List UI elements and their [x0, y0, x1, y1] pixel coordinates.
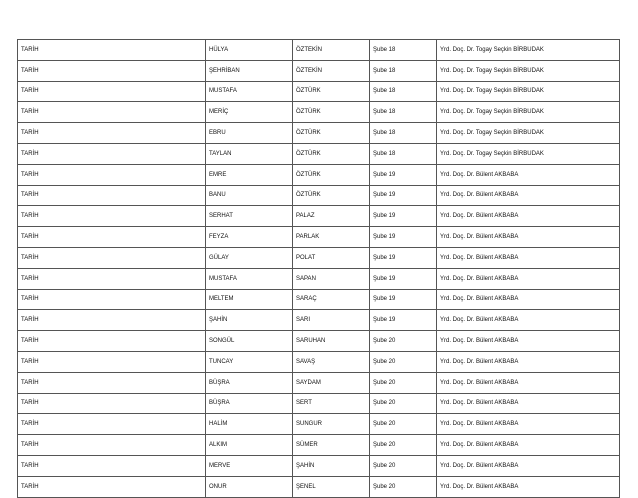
course-cell: TARİH: [18, 455, 206, 476]
last-name-cell: SAPAN: [293, 268, 370, 289]
course-cell: TARİH: [18, 143, 206, 164]
last-name-cell: ÖZTÜRK: [293, 123, 370, 144]
table-row: [18, 476, 620, 497]
instructor-cell: Yrd. Doç. Dr. Bülent AKBABA: [437, 455, 620, 476]
section-cell: Şube 18: [370, 143, 437, 164]
first-name-cell: SONGÜL: [206, 331, 293, 352]
instructor-cell: Yrd. Doç. Dr. Togay Seçkin BİRBUDAK: [437, 40, 620, 61]
course-cell: TARİH: [18, 476, 206, 497]
instructor-cell: Yrd. Doç. Dr. Bülent AKBABA: [437, 247, 620, 268]
course-cell: TARİH: [18, 289, 206, 310]
last-name-cell: ŞENEL: [293, 476, 370, 497]
section-cell: Şube 19: [370, 185, 437, 206]
table-row: [18, 289, 620, 310]
first-name-cell: ŞEHRİBAN: [206, 60, 293, 81]
section-cell: Şube 19: [370, 247, 437, 268]
table-row: [18, 455, 620, 476]
course-cell: TARİH: [18, 164, 206, 185]
last-name-cell: ÖZTÜRK: [293, 185, 370, 206]
first-name-cell: MERİÇ: [206, 102, 293, 123]
first-name-cell: ONUR: [206, 476, 293, 497]
instructor-cell: Yrd. Doç. Dr. Togay Seçkin BİRBUDAK: [437, 81, 620, 102]
first-name-cell: HALİM: [206, 414, 293, 435]
course-cell: TARİH: [18, 351, 206, 372]
section-cell: Şube 19: [370, 164, 437, 185]
first-name-cell: MELTEM: [206, 289, 293, 310]
last-name-cell: SARAÇ: [293, 289, 370, 310]
section-cell: Şube 19: [370, 206, 437, 227]
section-cell: Şube 20: [370, 414, 437, 435]
table-row: [18, 414, 620, 435]
first-name-cell: MUSTAFA: [206, 268, 293, 289]
instructor-cell: Yrd. Doç. Dr. Bülent AKBABA: [437, 164, 620, 185]
first-name-cell: HÜLYA: [206, 40, 293, 61]
table-row: [18, 310, 620, 331]
table-row: [18, 268, 620, 289]
instructor-cell: Yrd. Doç. Dr. Togay Seçkin BİRBUDAK: [437, 123, 620, 144]
table-row: [18, 435, 620, 456]
course-cell: TARİH: [18, 40, 206, 61]
last-name-cell: ÖZTÜRK: [293, 81, 370, 102]
section-cell: Şube 20: [370, 476, 437, 497]
section-cell: Şube 19: [370, 289, 437, 310]
table-row: [18, 206, 620, 227]
instructor-cell: Yrd. Doç. Dr. Bülent AKBABA: [437, 351, 620, 372]
last-name-cell: POLAT: [293, 247, 370, 268]
section-cell: Şube 19: [370, 310, 437, 331]
last-name-cell: ÖZTÜRK: [293, 102, 370, 123]
last-name-cell: SAYDAM: [293, 372, 370, 393]
first-name-cell: GÜLAY: [206, 247, 293, 268]
first-name-cell: BANU: [206, 185, 293, 206]
section-cell: Şube 18: [370, 40, 437, 61]
last-name-cell: PARLAK: [293, 227, 370, 248]
section-cell: Şube 18: [370, 123, 437, 144]
section-cell: Şube 20: [370, 393, 437, 414]
first-name-cell: FEYZA: [206, 227, 293, 248]
section-cell: Şube 20: [370, 455, 437, 476]
first-name-cell: BÜŞRA: [206, 393, 293, 414]
course-cell: TARİH: [18, 372, 206, 393]
course-cell: TARİH: [18, 310, 206, 331]
instructor-cell: Yrd. Doç. Dr. Bülent AKBABA: [437, 268, 620, 289]
instructor-cell: Yrd. Doç. Dr. Bülent AKBABA: [437, 393, 620, 414]
course-cell: TARİH: [18, 102, 206, 123]
section-cell: Şube 19: [370, 227, 437, 248]
course-cell: TARİH: [18, 81, 206, 102]
instructor-cell: Yrd. Doç. Dr. Bülent AKBABA: [437, 372, 620, 393]
table-row: [18, 40, 620, 61]
table-row: [18, 351, 620, 372]
instructor-cell: Yrd. Doç. Dr. Bülent AKBABA: [437, 185, 620, 206]
section-cell: Şube 18: [370, 60, 437, 81]
table-row: [18, 143, 620, 164]
table-row: [18, 247, 620, 268]
course-cell: TARİH: [18, 206, 206, 227]
last-name-cell: SÜMER: [293, 435, 370, 456]
section-cell: Şube 18: [370, 102, 437, 123]
student-list-table: [17, 39, 620, 498]
first-name-cell: SERHAT: [206, 206, 293, 227]
instructor-cell: Yrd. Doç. Dr. Togay Seçkin BİRBUDAK: [437, 143, 620, 164]
first-name-cell: EBRU: [206, 123, 293, 144]
table-row: [18, 164, 620, 185]
first-name-cell: BÜŞRA: [206, 372, 293, 393]
instructor-cell: Yrd. Doç. Dr. Togay Seçkin BİRBUDAK: [437, 102, 620, 123]
instructor-cell: Yrd. Doç. Dr. Bülent AKBABA: [437, 310, 620, 331]
last-name-cell: ÖZTÜRK: [293, 143, 370, 164]
last-name-cell: ÖZTÜRK: [293, 164, 370, 185]
first-name-cell: MUSTAFA: [206, 81, 293, 102]
table-row: [18, 372, 620, 393]
section-cell: Şube 20: [370, 435, 437, 456]
section-cell: Şube 20: [370, 372, 437, 393]
last-name-cell: PALAZ: [293, 206, 370, 227]
last-name-cell: SARUHAN: [293, 331, 370, 352]
section-cell: Şube 20: [370, 331, 437, 352]
table-body: [18, 40, 620, 498]
first-name-cell: EMRE: [206, 164, 293, 185]
course-cell: TARİH: [18, 123, 206, 144]
instructor-cell: Yrd. Doç. Dr. Bülent AKBABA: [437, 414, 620, 435]
last-name-cell: SAVAŞ: [293, 351, 370, 372]
course-cell: TARİH: [18, 60, 206, 81]
section-cell: Şube 19: [370, 268, 437, 289]
table-row: [18, 123, 620, 144]
instructor-cell: Yrd. Doç. Dr. Bülent AKBABA: [437, 206, 620, 227]
course-cell: TARİH: [18, 268, 206, 289]
table-row: [18, 227, 620, 248]
table-row: [18, 60, 620, 81]
table-row: [18, 81, 620, 102]
instructor-cell: Yrd. Doç. Dr. Bülent AKBABA: [437, 476, 620, 497]
last-name-cell: SERT: [293, 393, 370, 414]
last-name-cell: SUNGUR: [293, 414, 370, 435]
table-row: [18, 185, 620, 206]
section-cell: Şube 20: [370, 351, 437, 372]
table-row: [18, 331, 620, 352]
last-name-cell: ÖZTEKİN: [293, 40, 370, 61]
course-cell: TARİH: [18, 227, 206, 248]
first-name-cell: TAYLAN: [206, 143, 293, 164]
table-row: [18, 102, 620, 123]
first-name-cell: ALKIM: [206, 435, 293, 456]
first-name-cell: MERVE: [206, 455, 293, 476]
course-cell: TARİH: [18, 393, 206, 414]
instructor-cell: Yrd. Doç. Dr. Togay Seçkin BİRBUDAK: [437, 60, 620, 81]
instructor-cell: Yrd. Doç. Dr. Bülent AKBABA: [437, 435, 620, 456]
table-row: [18, 393, 620, 414]
course-cell: TARİH: [18, 185, 206, 206]
instructor-cell: Yrd. Doç. Dr. Bülent AKBABA: [437, 227, 620, 248]
instructor-cell: Yrd. Doç. Dr. Bülent AKBABA: [437, 331, 620, 352]
course-cell: TARİH: [18, 247, 206, 268]
last-name-cell: SARI: [293, 310, 370, 331]
first-name-cell: ŞAHİN: [206, 310, 293, 331]
section-cell: Şube 18: [370, 81, 437, 102]
last-name-cell: ÖZTEKİN: [293, 60, 370, 81]
course-cell: TARİH: [18, 414, 206, 435]
course-cell: TARİH: [18, 331, 206, 352]
course-cell: TARİH: [18, 435, 206, 456]
first-name-cell: TUNCAY: [206, 351, 293, 372]
instructor-cell: Yrd. Doç. Dr. Bülent AKBABA: [437, 289, 620, 310]
last-name-cell: ŞAHİN: [293, 455, 370, 476]
